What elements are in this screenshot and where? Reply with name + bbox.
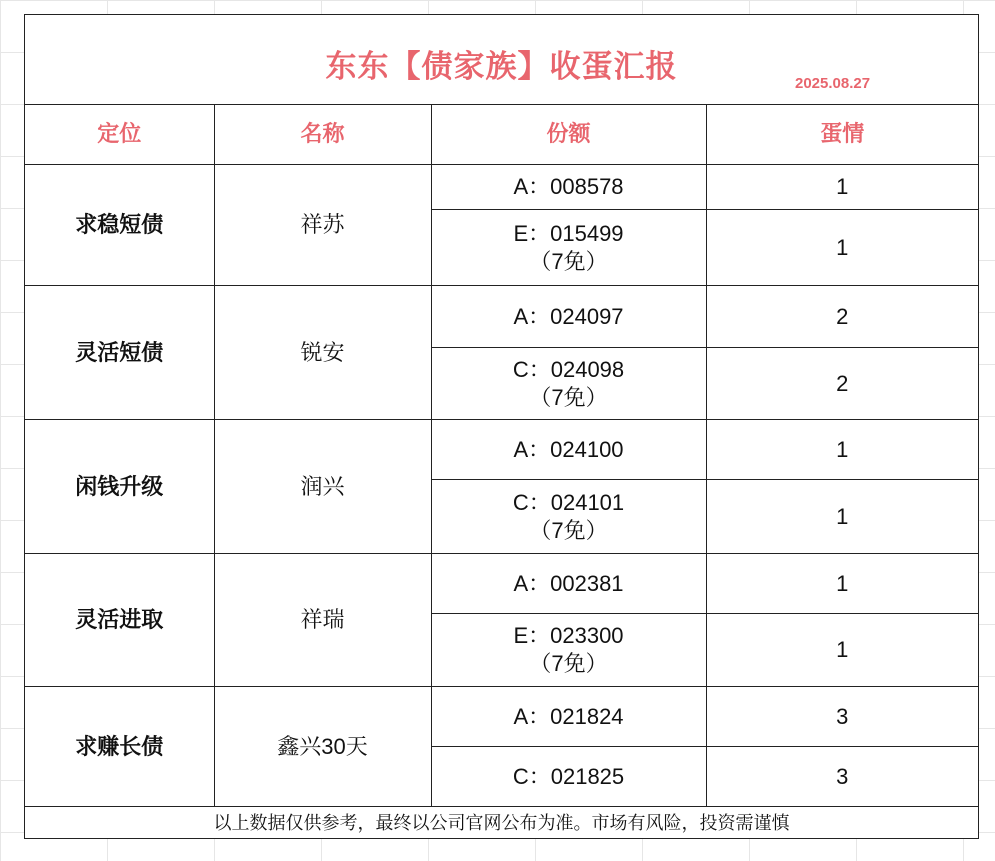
header-eggs: 蛋情 [706,104,978,165]
eggs-cell: 1 [706,480,978,554]
fund-name-cell: 润兴 [214,420,431,554]
share-code: E：023300 [513,623,624,648]
share-note: （7免） [529,248,608,274]
eggs-cell: 1 [706,554,978,614]
report-title: 东东【债家族】收蛋汇报 [325,49,678,84]
header-position: 定位 [25,104,214,165]
eggs-cell: 1 [706,614,978,687]
eggs-cell: 2 [706,348,978,420]
fund-table [25,104,978,807]
header-share: 份额 [431,104,706,165]
share-cell [431,165,706,210]
position-cell: 灵活进取 [25,554,214,687]
share-cell [431,420,706,480]
share-code: E：015499 [513,220,624,246]
share-cell [431,348,706,420]
share-code: C：021825 [512,763,625,789]
table-row [25,286,978,348]
position-cell: 求赚长债 [25,687,214,807]
eggs-cell: 1 [706,420,978,480]
share-cell [431,687,706,747]
share-cell [431,480,706,554]
eggs-cell: 3 [706,687,978,747]
share-code: C：024098 [512,356,625,382]
fund-name-cell: 锐安 [214,286,431,420]
table-row [25,165,978,210]
fund-name-cell: 祥苏 [214,165,431,286]
share-code: A：008578 [513,174,624,199]
fund-name-cell: 鑫兴30天 [214,687,431,807]
disclaimer-footer: 以上数据仅供参考，最终以公司官网公布为准。市场有风险，投资需谨慎 [25,806,978,839]
share-code: A：002381 [513,570,624,596]
table-row [25,420,978,480]
eggs-cell: 2 [706,286,978,348]
eggs-cell: 1 [706,165,978,210]
table-row [25,687,978,747]
share-code: A：024100 [513,436,624,462]
header-name: 名称 [214,104,431,165]
share-cell [431,747,706,807]
share-code: C：024101 [512,489,625,515]
share-cell [431,210,706,286]
header-row [25,104,978,165]
eggs-cell: 1 [706,210,978,286]
share-note: （7免） [529,517,608,543]
share-cell [431,286,706,348]
report-sheet [24,14,979,839]
share-cell [431,614,706,687]
share-code: A：021824 [513,703,624,729]
share-note: （7免） [529,384,608,410]
report-date: 2025.08.27 [795,75,871,92]
share-code: A：024097 [513,303,624,329]
fund-name-cell: 祥瑞 [214,554,431,687]
title-row [25,15,978,105]
table-row [25,554,978,614]
position-cell: 闲钱升级 [25,420,214,554]
eggs-cell: 3 [706,747,978,807]
position-cell: 灵活短债 [25,286,214,420]
share-cell [431,554,706,614]
share-note: （7免） [529,651,608,676]
position-cell: 求稳短债 [25,165,214,286]
